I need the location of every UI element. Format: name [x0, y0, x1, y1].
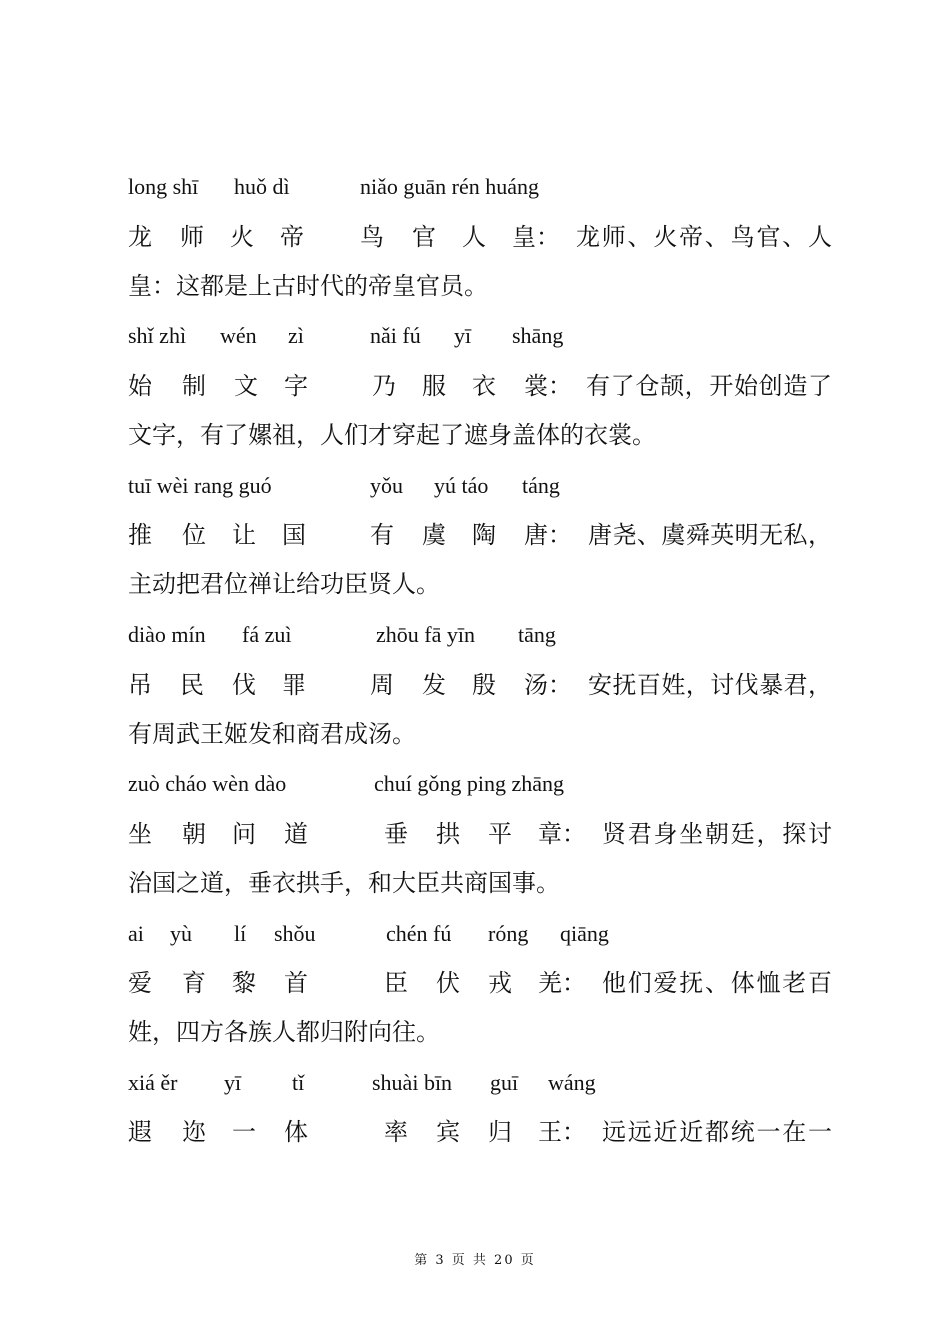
pinyin-word: nǎi fú [370, 323, 421, 348]
verse-char: 道 [284, 820, 308, 848]
verse-char: 有 [370, 521, 394, 549]
verse-char: 平 [488, 820, 512, 848]
pinyin-word: yú táo [434, 473, 489, 498]
page-footer: 第 3 页 共 20 页 [414, 1253, 536, 1268]
verse-char: 周 [370, 671, 394, 699]
pinyin-word: diào mín [128, 622, 206, 647]
verse-description: 龙师、火帝、鸟官、人 [576, 223, 832, 251]
verse-continuation-6: 姓，四方各族人都归附向往。 [128, 1018, 440, 1046]
verse-char: 体 [284, 1118, 308, 1146]
verse-char: 归 [488, 1118, 512, 1146]
verse-char: 臣 [384, 969, 408, 997]
pinyin-word: huǒ dì [234, 174, 290, 199]
pinyin-word: tāng [518, 622, 556, 647]
verse-char: 制 [182, 372, 206, 400]
verse-char: 皇： [512, 223, 560, 251]
verse-char: 服 [422, 372, 446, 400]
pinyin-word: zuò cháo wèn dào [128, 771, 287, 796]
verse-char: 人 [462, 223, 486, 251]
verse-char: 殷 [472, 671, 496, 699]
verse-char: 迩 [182, 1118, 206, 1146]
verse-char: 始 [128, 372, 152, 400]
verse-continuation-1: 皇：这都是上古时代的帝皇官员。 [128, 272, 488, 300]
verse-char: 爱 [128, 969, 152, 997]
verse-char: 帝 [280, 223, 304, 251]
verse-char: 遐 [128, 1118, 152, 1146]
verse-char: 伏 [436, 969, 460, 997]
pinyin-word: qiāng [560, 921, 609, 946]
pinyin-word: lí [234, 921, 247, 946]
pinyin-word: wén [220, 323, 257, 348]
verse-char: 问 [232, 820, 256, 848]
pinyin-word: guī [490, 1070, 519, 1095]
verse-char: 首 [284, 969, 308, 997]
verse-char: 位 [182, 521, 206, 549]
pinyin-word: tuī wèi rang guó [128, 473, 272, 498]
verse-char: 坐 [128, 820, 152, 848]
verse-char: 戎 [488, 969, 512, 997]
verse-char: 吊 [128, 671, 152, 699]
pinyin-word: róng [488, 921, 529, 946]
pinyin-word: shǒu [274, 921, 316, 946]
verse-char: 王： [538, 1118, 586, 1146]
verse-continuation-4: 有周武王姬发和商君成汤。 [128, 720, 416, 748]
verse-char: 鸟 [360, 223, 384, 251]
verse-description: 有了仓颉，开始创造了 [586, 372, 832, 400]
verse-char: 率 [384, 1118, 408, 1146]
pinyin-word: long shī [128, 174, 199, 199]
pinyin-word: shuài bīn [372, 1070, 453, 1095]
verse-char: 陶 [472, 521, 496, 549]
verse-char: 羌： [538, 969, 586, 997]
pinyin-word: shǐ zhì [128, 323, 187, 348]
verse-char: 让 [232, 521, 256, 549]
pinyin-word: zì [288, 323, 304, 348]
verse-char: 师 [180, 223, 204, 251]
pinyin-word: yù [170, 921, 192, 946]
verse-char: 汤： [524, 671, 572, 699]
pinyin-word: wáng [548, 1070, 596, 1095]
verse-char: 官 [412, 223, 436, 251]
verse-char: 火 [230, 223, 254, 251]
verse-char: 民 [180, 671, 204, 699]
verse-char: 裳： [524, 372, 572, 400]
pinyin-word: xiá ěr [128, 1070, 178, 1095]
verse-char: 衣 [472, 372, 496, 400]
pinyin-word: shāng [512, 323, 564, 348]
pinyin-word: niǎo guān rén huáng [360, 174, 539, 199]
verse-char: 黎 [232, 969, 256, 997]
pinyin-word: chén fú [386, 921, 452, 946]
pinyin-word: tǐ [292, 1070, 305, 1095]
pinyin-word: fá zuì [242, 622, 292, 647]
verse-description: 唐尧、虞舜英明无私， [588, 521, 832, 549]
pinyin-word: yǒu [370, 473, 403, 498]
verse-description: 远远近近都统一在一 [602, 1118, 832, 1146]
pinyin-word: yī [224, 1070, 242, 1095]
verse-description: 贤君身坐朝廷，探讨 [602, 820, 832, 848]
verse-char: 育 [182, 969, 206, 997]
verse-char: 伐 [232, 671, 256, 699]
verse-char: 推 [128, 521, 152, 549]
verse-char: 字 [284, 372, 308, 400]
verse-char: 国 [282, 521, 306, 549]
verse-char: 龙 [128, 223, 152, 251]
verse-description: 安抚百姓，讨伐暴君， [588, 671, 832, 699]
verse-continuation-5: 治国之道，垂衣拱手，和大臣共商国事。 [128, 869, 560, 897]
verse-description: 他们爱抚、体恤老百 [602, 969, 832, 997]
verse-char: 发 [422, 671, 446, 699]
verse-char: 章： [538, 820, 586, 848]
pinyin-word: ai [128, 921, 144, 946]
verse-char: 唐： [524, 521, 572, 549]
verse-char: 一 [232, 1118, 256, 1146]
pinyin-word: zhōu fā yīn [376, 622, 475, 647]
pinyin-word: táng [522, 473, 560, 498]
verse-char: 乃 [372, 372, 396, 400]
verse-char: 罪 [282, 671, 306, 699]
verse-char: 垂 [384, 820, 408, 848]
verse-char: 虞 [422, 521, 446, 549]
verse-char: 文 [234, 372, 258, 400]
verse-continuation-3: 主动把君位禅让给功臣贤人。 [128, 570, 440, 598]
pinyin-word: chuí gǒng ping zhāng [374, 771, 565, 796]
verse-continuation-2: 文字，有了嫘祖，人们才穿起了遮身盖体的衣裳。 [128, 421, 656, 449]
verse-char: 拱 [436, 820, 460, 848]
pinyin-word: yī [454, 323, 472, 348]
verse-char: 宾 [436, 1118, 460, 1146]
verse-char: 朝 [182, 820, 206, 848]
